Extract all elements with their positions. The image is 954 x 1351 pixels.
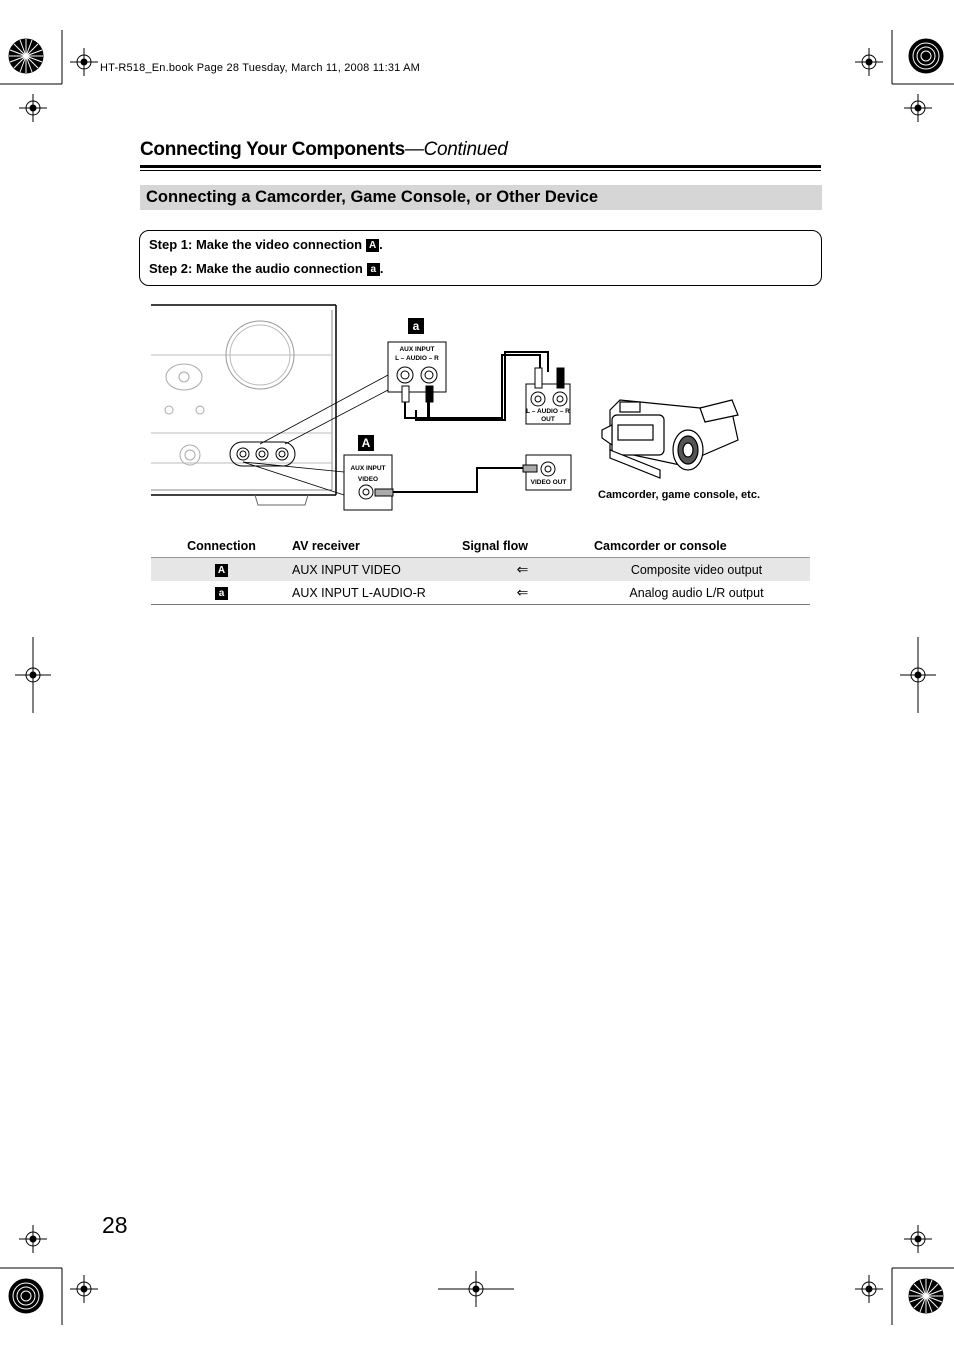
signal-flow-arrow: ⇐ [462, 558, 583, 582]
table-cell-receiver: AUX INPUT L-AUDIO-R [292, 581, 462, 605]
table-cell-connection [151, 581, 292, 605]
receiver-aux-video-label: AUX INPUT [350, 465, 386, 472]
device-caption: Camcorder, game console, etc. [598, 489, 761, 501]
header-av-receiver: AV receiver [292, 536, 462, 558]
page-title-main: Connecting Your Components [140, 139, 405, 160]
tag-video-marker: A [358, 435, 374, 451]
table-row [151, 581, 810, 605]
step-1-tag: A [366, 239, 379, 252]
device-audio-out-label: L – AUDIO – R [526, 408, 570, 415]
table-cell-receiver: AUX INPUT VIDEO [292, 558, 462, 582]
step-2-tag: a [367, 263, 380, 276]
step-1 [149, 237, 383, 252]
page-title [140, 139, 508, 161]
step-2 [149, 261, 383, 276]
receiver-aux-video-sub: VIDEO [357, 476, 379, 483]
page-title-continued: —Continued [404, 139, 508, 160]
table-cell-device: Composite video output [583, 558, 810, 582]
step-1-end: . [379, 237, 383, 252]
device-video-out-label: VIDEO OUT [530, 479, 567, 486]
step-1-text: Step 1: Make the video connection [149, 237, 363, 252]
tag-audio-marker: a [408, 318, 424, 334]
device-audio-out-label-2: OUT [541, 416, 555, 423]
table-cell-connection [151, 558, 292, 582]
signal-flow-arrow: ⇐ [462, 581, 583, 605]
row-tag: A [215, 564, 228, 577]
title-rule-thin [140, 170, 821, 171]
table-header-row [151, 536, 810, 558]
table-cell-device: Analog audio L/R output [583, 581, 810, 605]
header-connection: Connection [151, 536, 292, 558]
receiver-illustration [151, 305, 336, 505]
receiver-aux-audio-sub: L – AUDIO – R [395, 355, 439, 362]
step-2-end: . [379, 261, 384, 276]
row-tag: a [215, 587, 228, 600]
book-header: HT-R518_En.book Page 28 Tuesday, March 11, 2008 11:31 AM [100, 62, 421, 74]
section-title: Connecting a Camcorder, Game Console, or Other Device [146, 188, 599, 206]
receiver-aux-audio-label: AUX INPUT [399, 346, 435, 353]
header-device: Camcorder or console [583, 536, 810, 558]
connection-diagram [140, 300, 820, 520]
camcorder-illustration [602, 400, 738, 478]
page-number: 28 [102, 1212, 128, 1238]
connection-diagram-art [140, 300, 820, 520]
connection-table [151, 536, 810, 605]
header-signal-flow: Signal flow [462, 536, 583, 558]
step-2-text: Step 2: Make the audio connection [149, 261, 363, 276]
title-rule [140, 165, 821, 168]
table-row [151, 558, 810, 582]
